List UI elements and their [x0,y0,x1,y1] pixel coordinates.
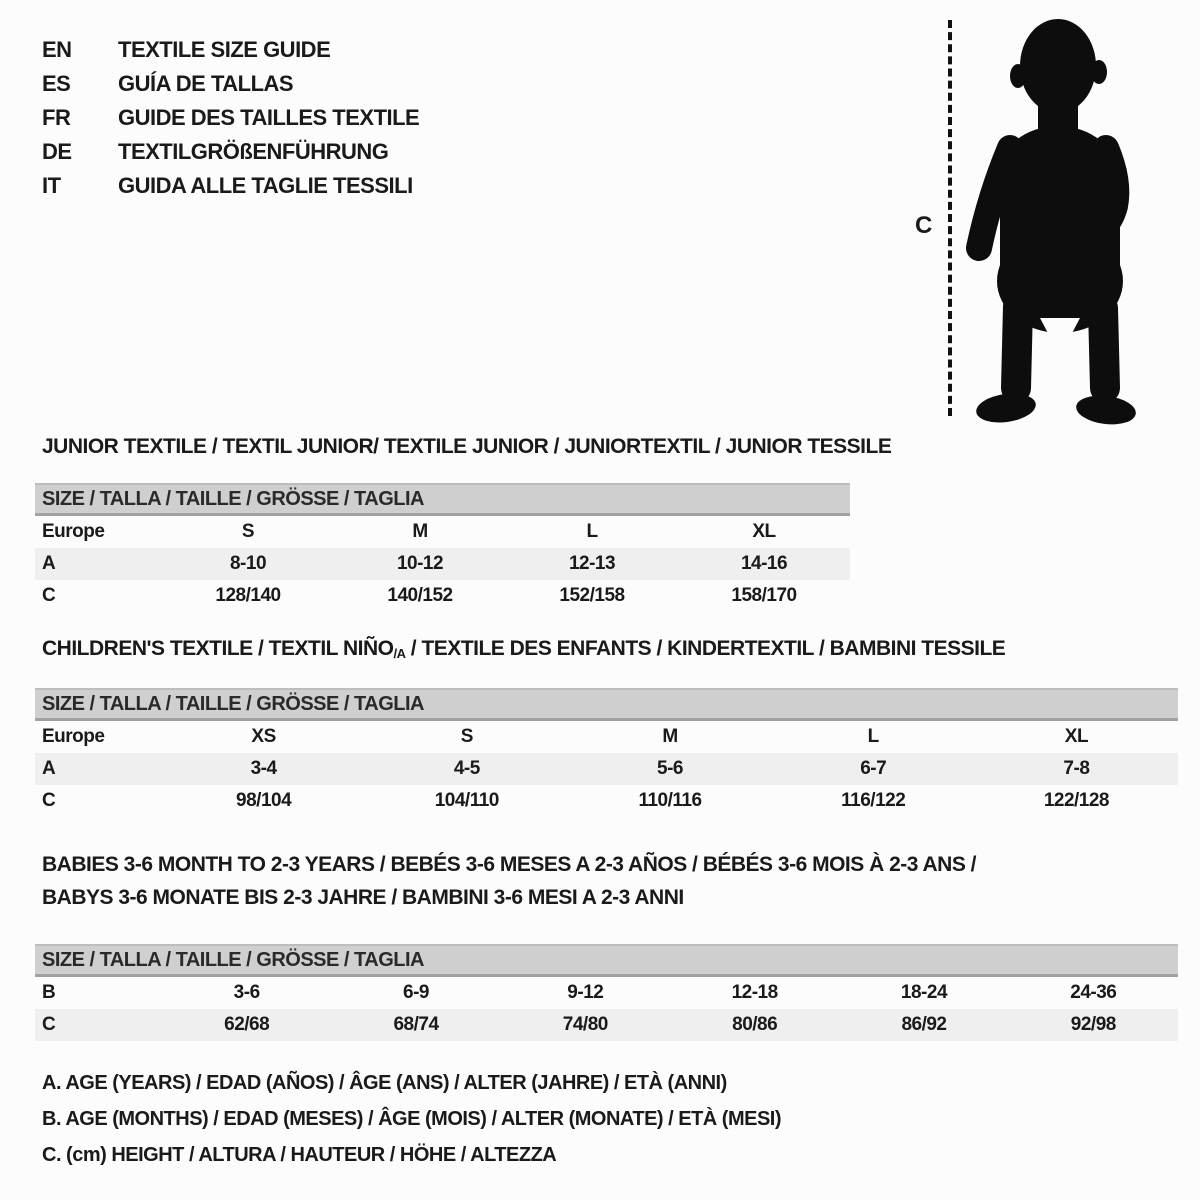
row-label: A [42,758,56,779]
table-cell: 74/80 [562,1014,608,1035]
table-cell: 9-12 [567,982,604,1003]
height-measure-label: C [915,212,932,239]
row-label: Europe [42,726,105,747]
row-label: Europe [42,521,105,542]
table-cell: 116/122 [841,790,906,811]
language-row-de [42,135,419,169]
table-cell: 128/140 [215,585,281,606]
children-size-table [35,688,1178,817]
table-cell: M [412,521,428,542]
language-title: GUIDA ALLE TAGLIE TESSILI [118,173,413,198]
table-cell: 8-10 [229,553,267,574]
table-cell: 104/110 [434,790,499,811]
table-cell: 14-16 [740,553,788,574]
table-cell: L [867,726,879,747]
table-cell: 12-18 [731,982,778,1003]
table-cell: 92/98 [1070,1014,1116,1035]
table-row [35,1009,1178,1041]
table-row [35,721,1178,753]
language-title: TEXTILE SIZE GUIDE [118,37,331,62]
table-cell: 80/86 [732,1014,778,1035]
table-cell: 5-6 [657,758,683,779]
table-cell: 68/74 [393,1014,439,1035]
junior-size-table [35,483,850,612]
table-cell: 12-13 [568,553,616,574]
children-title-sub: /A [393,646,406,661]
table-row [35,548,850,580]
language-list [42,33,419,203]
size-table-header: SIZE / TALLA / TAILLE / GRÖSSE / TAGLIA [35,483,850,516]
table-cell: XL [752,521,776,542]
table-cell: L [586,521,598,542]
table-cell: XS [251,726,276,747]
babies-size-table [35,944,1178,1041]
height-measure-line [948,20,952,416]
size-table-header: SIZE / TALLA / TAILLE / GRÖSSE / TAGLIA [35,944,1178,977]
language-title: TEXTILGRÖßENFÜHRUNG [118,139,389,164]
language-row-it [42,169,419,203]
language-code: ES [42,71,71,96]
table-cell: 152/158 [559,585,625,606]
size-table-header: SIZE / TALLA / TAILLE / GRÖSSE / TAGLIA [35,688,1178,721]
row-label: B [42,982,56,1003]
table-cell: 110/116 [638,790,702,811]
language-code: FR [42,105,71,130]
table-cell: 122/128 [1043,790,1109,811]
row-label: C [42,790,56,811]
table-cell: 6-7 [860,758,887,779]
table-cell: 140/152 [387,585,453,606]
table-cell: XL [1064,726,1089,747]
table-cell: 3-6 [233,982,260,1003]
table-cell: 62/68 [224,1014,270,1035]
junior-section-title: JUNIOR TEXTILE / TEXTIL JUNIOR/ TEXTILE JUNIOR / JUNIORTEXTIL / JUNIOR TESSILE [42,435,892,458]
table-cell: 7-8 [1063,758,1090,779]
table-cell: 18-24 [900,982,948,1003]
legend-line-b: B. AGE (MONTHS) / EDAD (MESES) / ÂGE (MOIS) / ALTER (MONATE) / ETÀ (MESI) [42,1108,782,1130]
children-title-pre: CHILDREN'S TEXTILE / TEXTIL NIÑO [42,637,394,660]
measure-legend [42,1072,781,1180]
table-cell: S [460,726,473,747]
legend-line-c: C. (cm) HEIGHT / ALTURA / HAUTEUR / HÖHE / ALTEZZA [42,1144,557,1166]
language-row-en [42,33,419,67]
language-code: IT [42,173,61,198]
legend-line-a: A. AGE (YEARS) / EDAD (AÑOS) / ÂGE (ANS) / ALTER (JAHRE) / ETÀ (ANNI) [42,1072,727,1094]
language-title: GUIDE DES TAILLES TEXTILE [118,105,420,130]
row-label: A [42,553,56,574]
language-row-fr [42,101,419,135]
table-cell: 10-12 [396,553,444,574]
children-title-post: / TEXTILE DES ENFANTS / KINDERTEXTIL / BAMBINI TESSILE [405,637,1006,660]
table-cell: M [662,726,678,747]
toddler-silhouette-icon [958,16,1148,426]
children-section-title [42,637,1005,663]
table-cell: 6-9 [403,982,429,1003]
table-cell: 4-5 [453,758,480,779]
language-code: DE [42,139,72,164]
table-cell: S [241,521,255,542]
row-label: C [42,1014,56,1035]
table-row [35,516,850,548]
table-row [35,977,1178,1009]
table-row [35,785,1178,817]
babies-section-title-line2: BABYS 3-6 MONATE BIS 2-3 JAHRE / BAMBINI 3-6 MESI A 2-3 ANNI [42,886,684,909]
table-row [35,580,850,612]
table-cell: 24-36 [1070,982,1117,1003]
table-row [35,753,1178,785]
table-cell: 98/104 [236,790,292,811]
language-title: GUÍA DE TALLAS [118,71,294,96]
language-code: EN [42,37,72,62]
language-row-es [42,67,419,101]
table-cell: 86/92 [901,1014,947,1035]
row-label: C [42,585,56,606]
babies-section-title-line1: BABIES 3-6 MONTH TO 2-3 YEARS / BEBÉS 3-6 MESES A 2-3 AÑOS / BÉBÉS 3-6 MOIS À 2-3 ANS / [42,853,977,876]
table-cell: 158/170 [731,585,797,606]
table-cell: 3-4 [250,758,277,779]
